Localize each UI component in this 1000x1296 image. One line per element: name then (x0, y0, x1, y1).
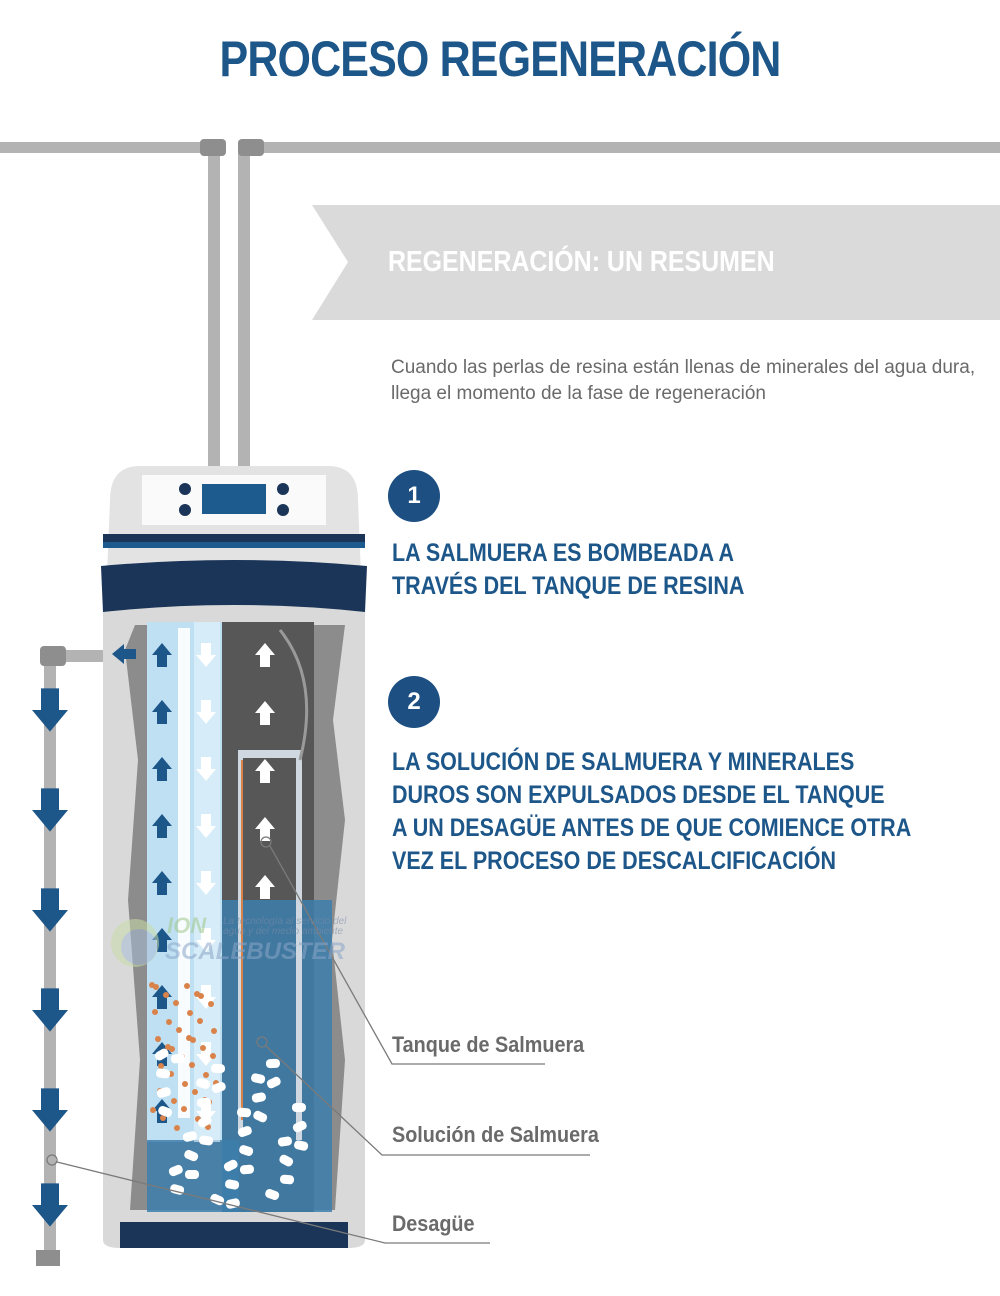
watermark-top: ION (167, 913, 207, 938)
softener-tank (101, 466, 367, 1248)
display-screen (202, 484, 266, 514)
resin-bead (187, 1010, 193, 1016)
resin-bead (152, 1009, 158, 1015)
watermark-bottom: SCALEBUSTER (165, 938, 346, 965)
resin-bead (192, 1089, 198, 1095)
step-2-line: VEZ EL PROCESO DE DESCALCIFICACIÓN (392, 847, 836, 875)
step-2-badge: 2 (388, 676, 440, 728)
salt-pellet (266, 1059, 280, 1069)
step-2-text (392, 746, 911, 878)
step-1-line: LA SALMUERA ES BOMBEADA A (392, 539, 735, 567)
resin-bead (150, 1107, 156, 1113)
resin-bead (182, 1081, 188, 1087)
resin-bead (155, 1036, 161, 1042)
resin-bead (181, 1106, 187, 1112)
salt-pellet (292, 1103, 306, 1112)
resin-bead (198, 993, 204, 999)
resin-bead (166, 1019, 172, 1025)
arrow-down-icon (32, 988, 68, 1031)
resin-bead (163, 992, 169, 998)
resin-bead (171, 1098, 177, 1104)
label-brine-solution: Solución de Salmuera (392, 1122, 599, 1147)
resin-bead (189, 1062, 195, 1068)
salt-pellet (280, 1174, 295, 1184)
step-1-line: TRAVÉS DEL TANQUE DE RESINA (392, 572, 745, 600)
resin-bead (158, 1063, 164, 1069)
resin-bead (210, 1053, 216, 1059)
label-drain: Desagüe (392, 1211, 475, 1236)
resin-bead (176, 1027, 182, 1033)
resin-bead (174, 1125, 180, 1131)
arrow-down-icon (32, 788, 68, 831)
salt-pellet (211, 1064, 225, 1073)
intro-text: Cuando las perlas de resina están llenas de minerales del agua dura, llega el momento de la fase de regeneración (391, 357, 976, 404)
resin-bead (184, 983, 190, 989)
step-2-line: A UN DESAGÜE ANTES DE QUE COMIENCE OTRA (392, 814, 912, 842)
resin-bead (211, 1028, 217, 1034)
resin-bead (169, 1046, 175, 1052)
step-2-line: DUROS SON EXPULSADOS DESDE EL TANQUE (392, 781, 885, 809)
step-2-line: LA SOLUCIÓN DE SALMUERA Y MINERALES (392, 748, 855, 776)
arrow-down-icon (32, 1183, 68, 1226)
arrow-down-icon (32, 888, 68, 931)
resin-bead (190, 1037, 196, 1043)
salt-pellet (237, 1108, 252, 1118)
resin-bead (173, 1000, 179, 1006)
step-1-badge: 1 (388, 470, 440, 522)
arrow-down-icon (32, 688, 68, 731)
arrow-down-icon (32, 1088, 68, 1131)
banner-heading: REGENERACIÓN: UN RESUMEN (388, 246, 775, 278)
resin-bead (200, 1045, 206, 1051)
resin-bead (153, 984, 159, 990)
resin-bead (208, 1001, 214, 1007)
salt-pellet (185, 1170, 199, 1179)
salt-pellet (240, 1164, 255, 1174)
step-1-text (392, 537, 744, 603)
resin-bead (197, 1018, 203, 1024)
page-title: PROCESO REGENERACIÓN (219, 31, 781, 87)
resin-bead (203, 1072, 209, 1078)
label-brine-tank: Tanque de Salmuera (392, 1032, 585, 1057)
watermark-tagline: La tecnología al servicio del agua y del medio ambiente (223, 916, 347, 937)
